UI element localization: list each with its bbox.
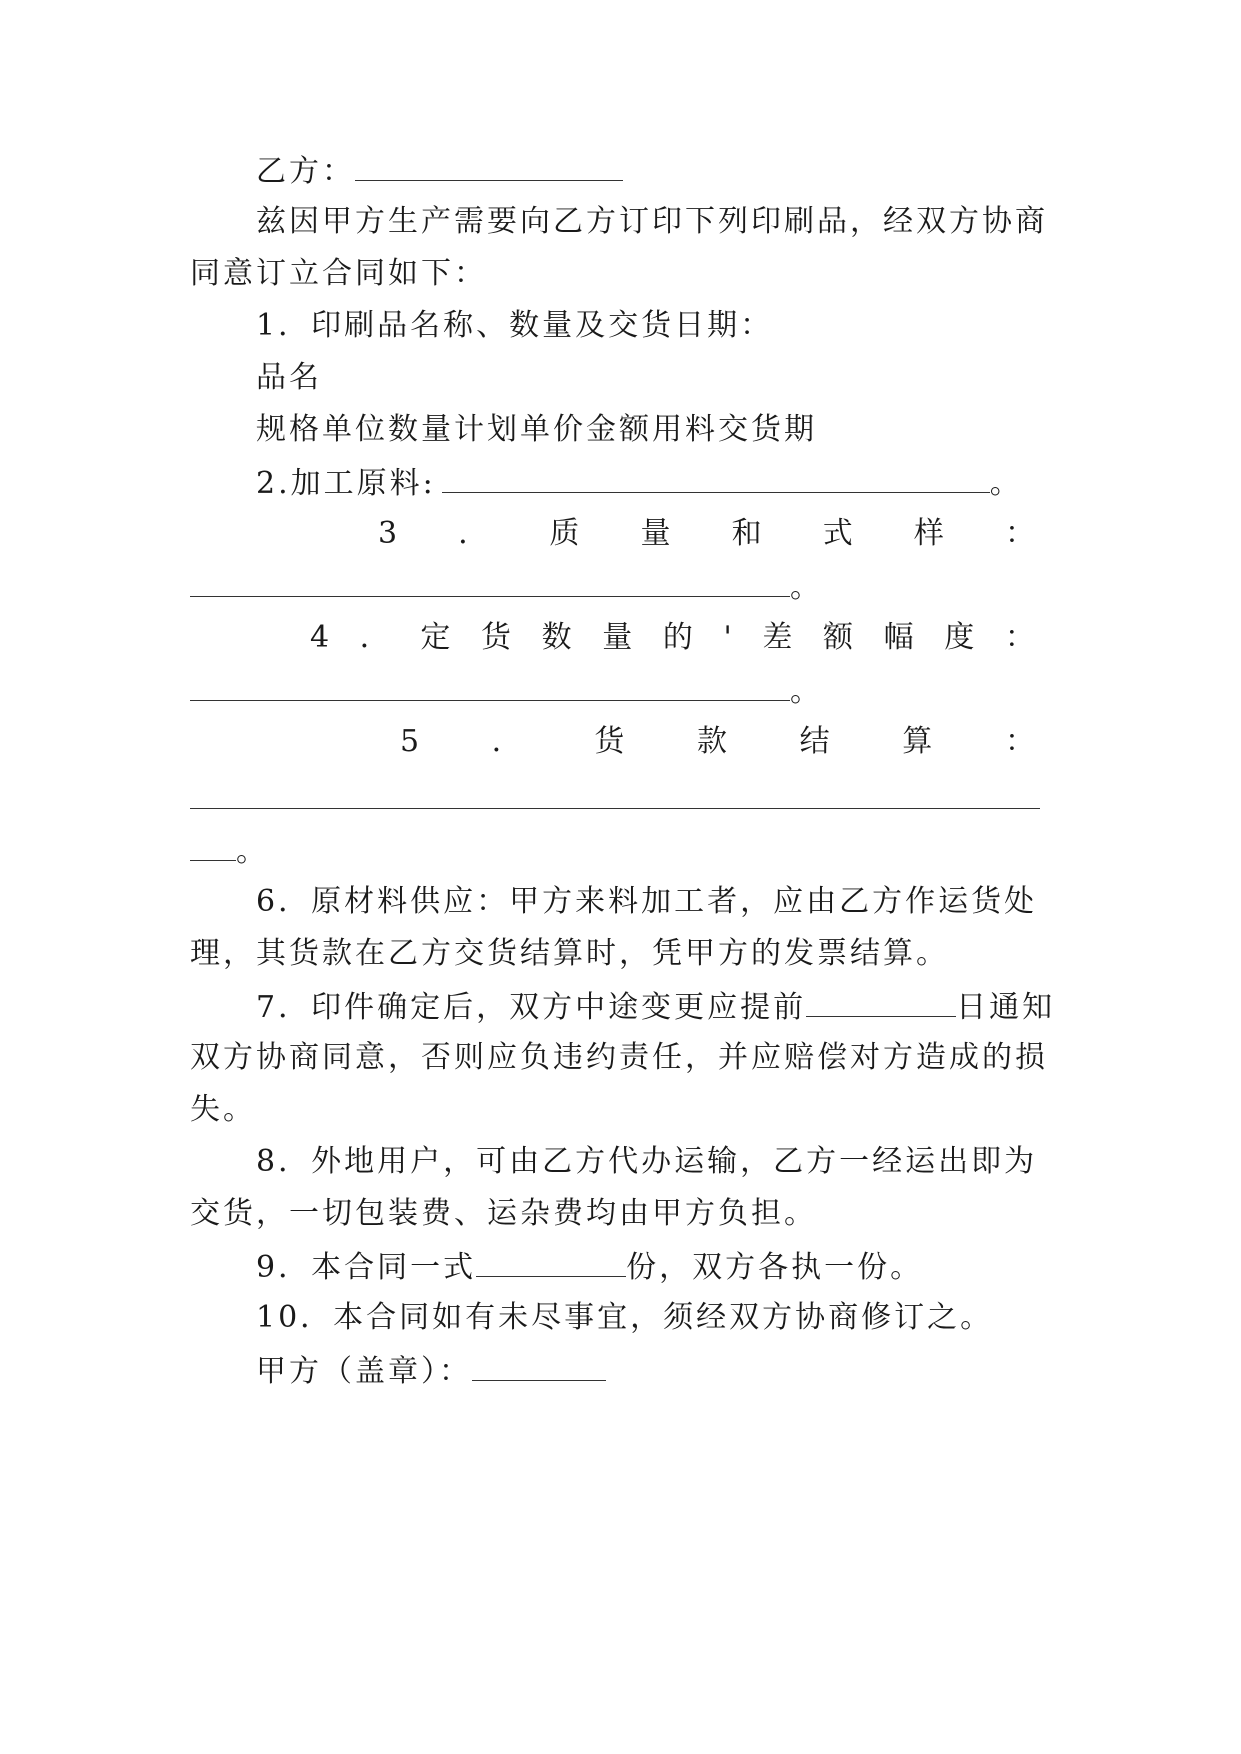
party-a-seal-line (256, 1350, 1050, 1392)
item-5-blank-1 (190, 778, 1040, 809)
item-2-label: 2.加工原料: (256, 466, 436, 501)
item-4-char: 的 (662, 620, 696, 655)
item-7-line-3: 失。 (190, 1092, 256, 1127)
item-5-period: 。 (236, 834, 269, 869)
item-4-period: 。 (790, 674, 823, 709)
item-4-char: 定 (420, 620, 454, 655)
item-5-blank-line-1 (190, 778, 1050, 820)
item-3-blank (190, 566, 790, 597)
intro-line-2: 同意订立合同如下： (190, 256, 487, 291)
item-4-char: 货 (480, 620, 514, 655)
item-4-char: 差 (762, 620, 796, 655)
item-5-char: ． (491, 724, 525, 759)
item-3-char: 式 (822, 516, 856, 551)
item-4-char: ' (723, 620, 735, 655)
item-3-blank-line (190, 566, 1050, 608)
item-5-char: 5 (400, 724, 423, 759)
item-5-char: 结 (799, 724, 833, 759)
item-4-char: 4 (310, 620, 333, 655)
item-5-blank-line-2 (190, 830, 1050, 872)
item-8-line-1: 8．外地用户，可由乙方代办运输，乙方一经运出即为 (256, 1144, 1038, 1179)
item-3-char: ： (1004, 516, 1038, 551)
intro-line-1: 兹因甲方生产需要向乙方订印下列印刷品，经双方协商 (256, 204, 1048, 239)
party-a-seal-blank (472, 1350, 606, 1381)
item-4-blank (190, 670, 790, 701)
item-1-name: 品名 (256, 360, 322, 395)
item-4-char: 度 (944, 620, 978, 655)
item-4-char: 幅 (883, 620, 917, 655)
item-4-char: ： (1004, 620, 1038, 655)
item-9-text-b: 份，双方各执一份。 (626, 1250, 924, 1285)
item-7-text-b: 日通知 (956, 990, 1056, 1025)
item-10-line: 10．本合同如有未尽事宜，须经双方协商修订之。 (256, 1300, 994, 1335)
item-6-line-2: 理，其货款在乙方交货结算时，凭甲方的发票结算。 (190, 936, 949, 971)
item-4-char: 量 (602, 620, 636, 655)
item-6-line-1: 6．原材料供应：甲方来料加工者，应由乙方作运货处 (256, 884, 1038, 919)
item-4-char: 额 (822, 620, 856, 655)
item-3-char: 样 (913, 516, 947, 551)
item-3-char: 和 (731, 516, 765, 551)
item-8-line-2: 交货，一切包装费、运杂费均由甲方负担。 (190, 1196, 817, 1231)
item-2-period: 。 (989, 466, 1023, 501)
item-5-char: 货 (594, 724, 628, 759)
item-9-blank (476, 1246, 626, 1277)
item-4-char: 数 (541, 620, 575, 655)
party-a-seal-label: 甲方（盖章）： (256, 1354, 472, 1389)
party-b-blank (355, 150, 623, 181)
item-3-char: 质 (549, 516, 583, 551)
party-b-line (256, 150, 1050, 192)
item-4-char: ． (359, 620, 393, 655)
item-5-heading (400, 722, 1038, 762)
item-9-text-a: 9．本合同一式 (256, 1250, 477, 1285)
item-2-blank (442, 462, 990, 493)
item-3-char: ． (458, 516, 492, 551)
item-1: 1．印刷品名称、数量及交货日期： (256, 308, 774, 343)
item-5-char: 算 (902, 724, 936, 759)
item-1-columns: 规格单位数量计划单价金额用料交货期 (256, 412, 817, 447)
item-5-blank-2 (190, 830, 236, 861)
item-2-line (256, 462, 1050, 504)
party-b-label: 乙方： (256, 154, 355, 189)
item-7-line-2: 双方协商同意，否则应负违约责任，并应赔偿对方造成的损 (190, 1040, 1048, 1075)
item-5-char: ： (1004, 724, 1038, 759)
item-7-text-a: 7．印件确定后，双方中途变更应提前 (256, 990, 807, 1025)
item-9-line (256, 1246, 1050, 1288)
item-7-line-1 (256, 986, 1056, 1028)
item-5-char: 款 (697, 724, 731, 759)
item-4-blank-line (190, 670, 1050, 712)
item-4-heading (310, 618, 1038, 658)
item-3-char: 3 (378, 516, 401, 551)
item-7-blank (806, 986, 956, 1017)
item-3-period: 。 (790, 570, 823, 605)
item-3-char: 量 (640, 516, 674, 551)
item-3-heading (378, 514, 1038, 554)
